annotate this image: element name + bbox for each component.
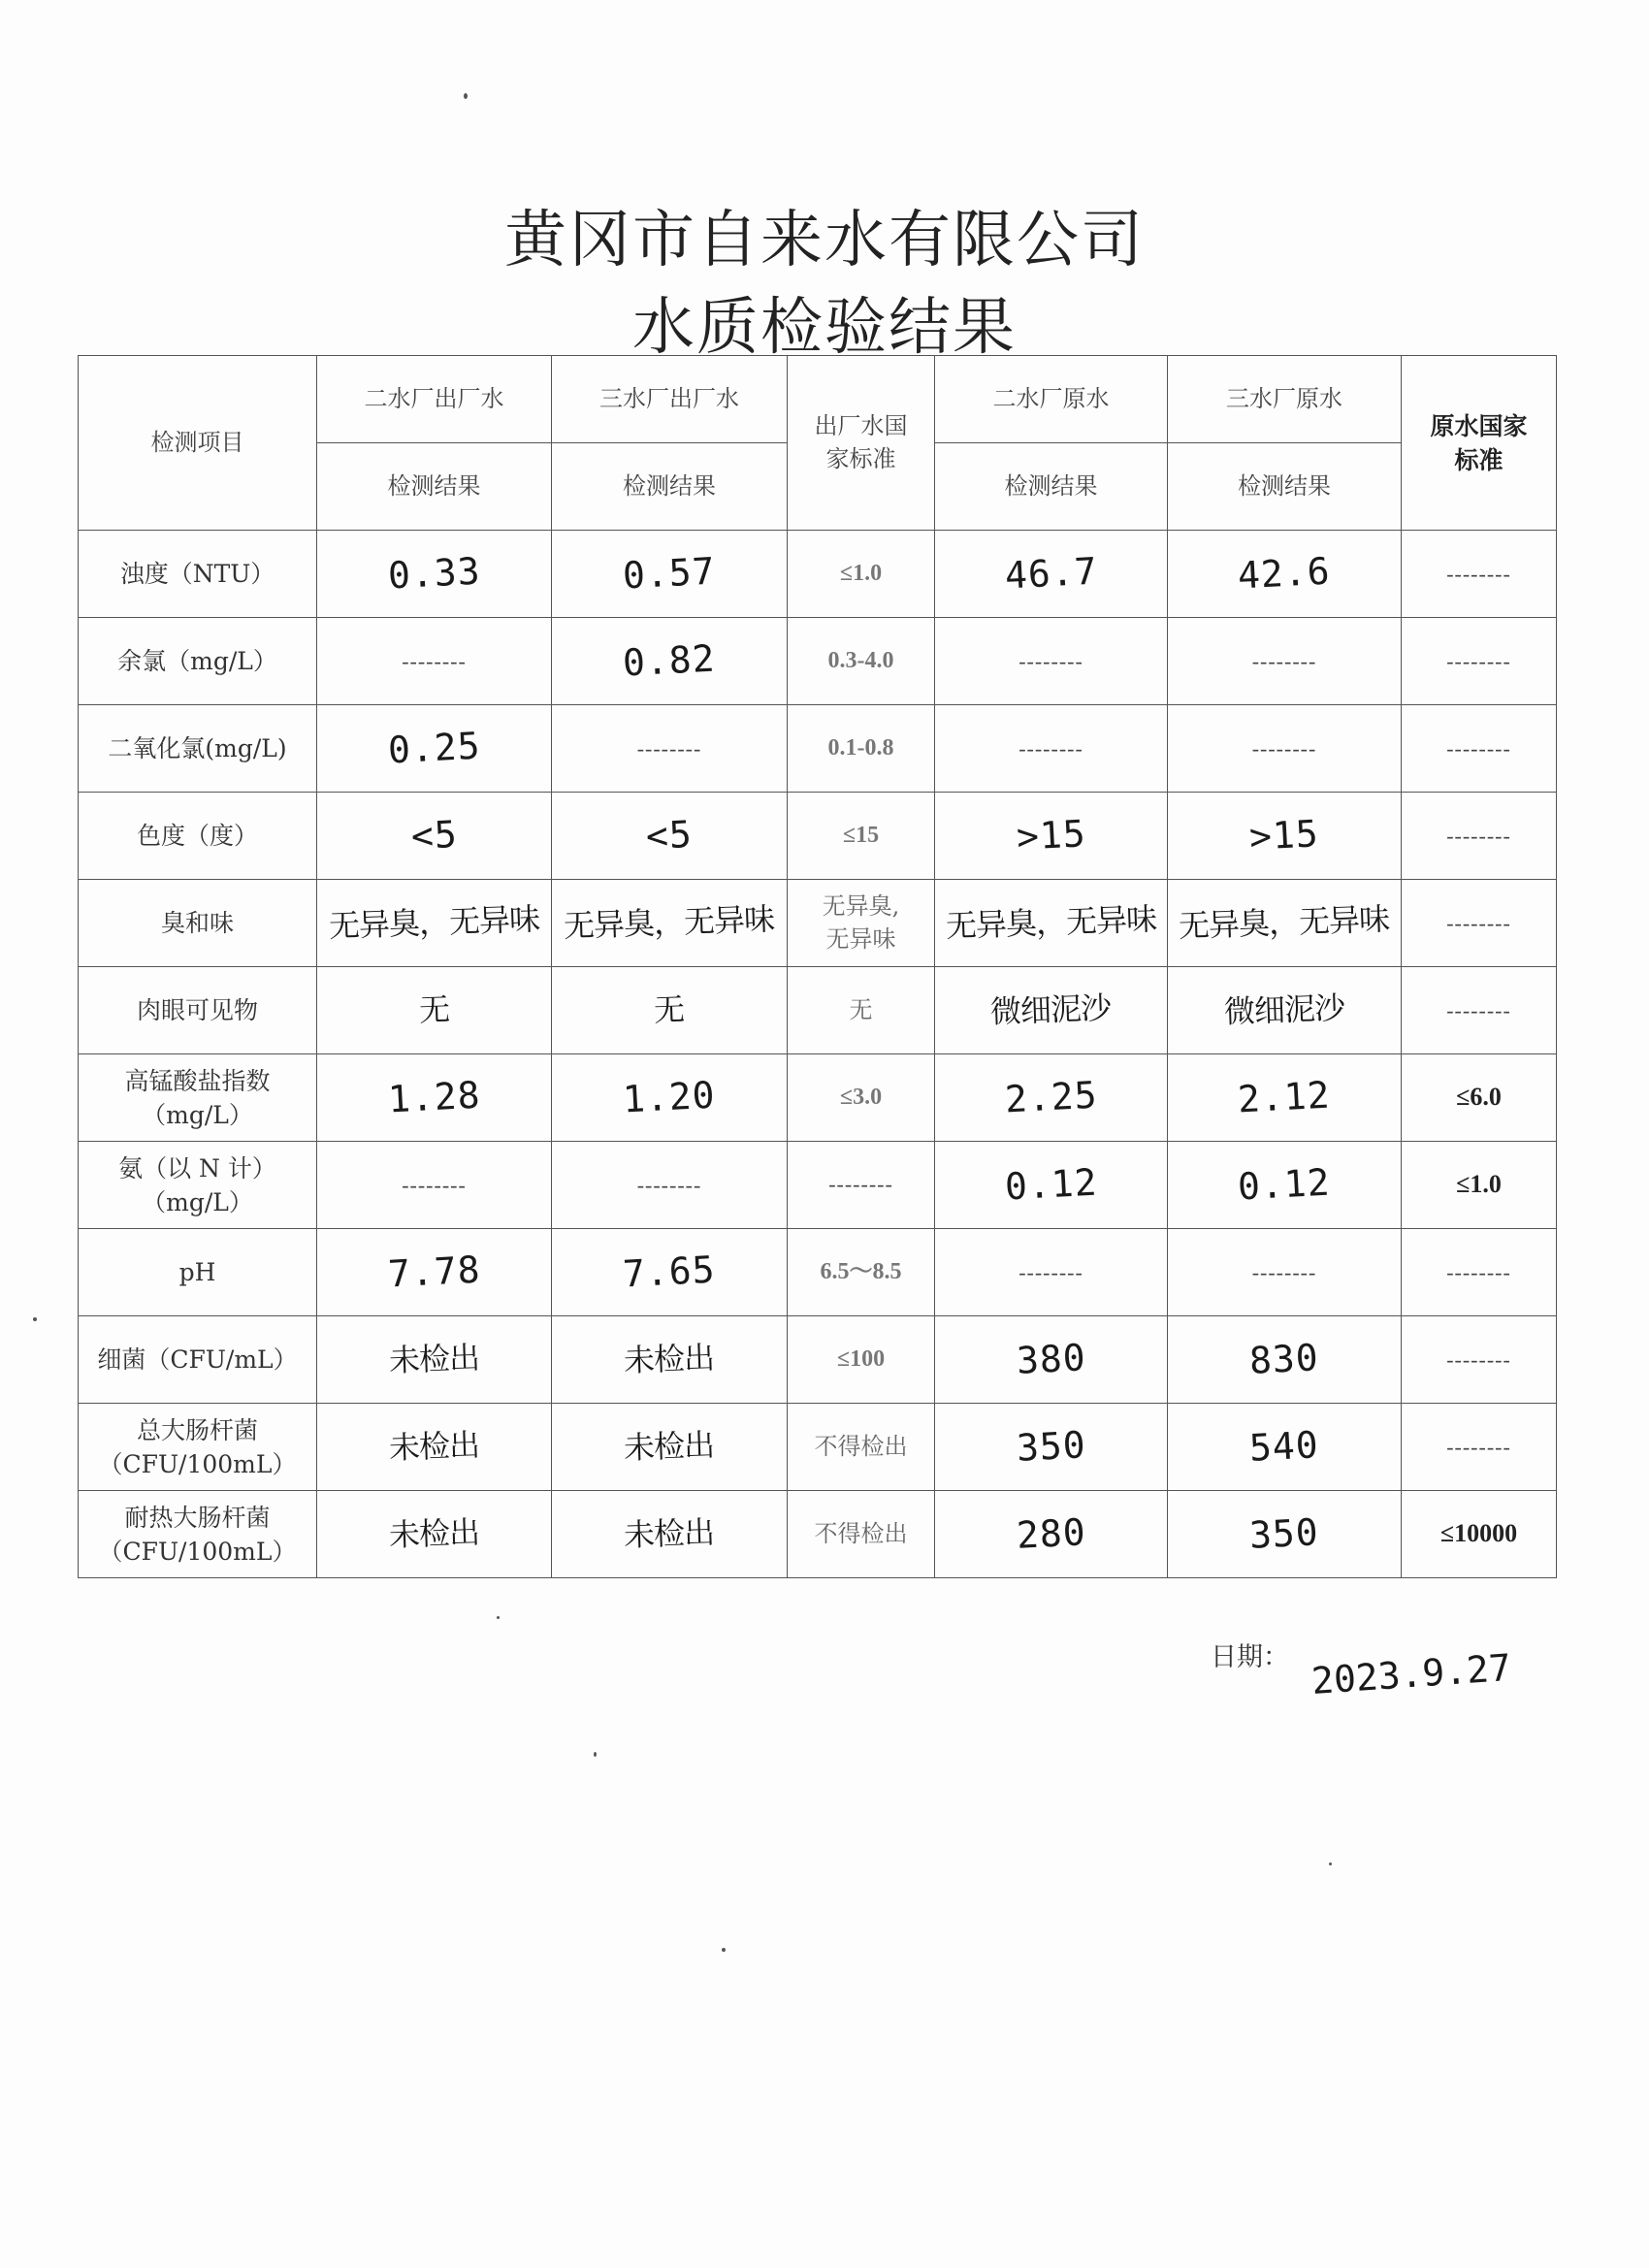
header-col6: 原水国家 标准: [1402, 356, 1557, 531]
plant2-raw-value: 350: [1015, 1423, 1087, 1470]
raw-standard-value: --------: [1446, 649, 1511, 673]
plant3-finished-value: <5: [644, 812, 694, 859]
table-body: [79, 531, 1557, 1578]
plant2-raw-value: --------: [1018, 736, 1083, 761]
raw-standard-cell: [1402, 618, 1557, 705]
plant3-raw-value-cell: [1168, 1229, 1402, 1316]
row-item-cell: [79, 1491, 317, 1578]
row-item-cell: [79, 1142, 317, 1229]
row-item-label: 浊度（NTU）: [119, 560, 275, 588]
row-item-label: 二氧化氯(mg/L): [108, 734, 287, 762]
raw-standard-value: --------: [1446, 736, 1511, 761]
plant3-raw-value: 830: [1248, 1336, 1320, 1382]
plant2-raw-value-cell: [935, 705, 1168, 793]
plant3-finished-value: 无: [653, 990, 686, 1029]
plant3-raw-value-cell: [1168, 531, 1402, 618]
plant2-raw-value-cell: [935, 618, 1168, 705]
plant2-finished-value-cell: [317, 1142, 552, 1229]
header-row-1: [79, 356, 1557, 443]
table-row: [79, 967, 1557, 1054]
row-item-label: （mg/L）: [142, 1100, 253, 1129]
row-item-label: 氨（以 N 计）: [118, 1153, 276, 1183]
plant3-raw-value-cell: [1168, 793, 1402, 880]
scan-speck: [464, 93, 468, 99]
finished-standard-value: 不得检出: [814, 1432, 908, 1460]
plant2-raw-value-cell: [935, 793, 1168, 880]
raw-standard-cell: [1402, 1142, 1557, 1229]
raw-standard-cell: [1402, 705, 1557, 793]
finished-standard-value: ≤100: [836, 1345, 886, 1372]
row-item-cell: [79, 880, 317, 967]
plant2-finished-value: 0.25: [386, 724, 482, 772]
scan-speck: [497, 1616, 500, 1619]
plant2-finished-value-cell: [317, 967, 552, 1054]
plant2-raw-value-cell: [935, 531, 1168, 618]
plant3-finished-value: --------: [636, 736, 702, 761]
header-item: 检测项目: [79, 356, 317, 531]
plant2-raw-value: 微细泥沙: [989, 988, 1113, 1031]
finished-standard-value: --------: [828, 1172, 893, 1197]
plant2-finished-value: 未检出: [388, 1339, 480, 1379]
finished-standard-value: 无异臭,: [822, 891, 900, 920]
header-col5: 三水厂原水: [1168, 356, 1402, 443]
report-title: 水质检验结果: [632, 292, 1017, 364]
table-row: [79, 1142, 1557, 1229]
plant3-raw-value: 微细泥沙: [1223, 988, 1345, 1031]
plant2-raw-value-cell: [935, 1142, 1168, 1229]
plant2-raw-value: 无异臭，无异味: [945, 900, 1157, 945]
plant3-finished-value: 未检出: [623, 1426, 716, 1467]
plant3-raw-value: 0.12: [1237, 1160, 1332, 1209]
scan-speck: [33, 1317, 37, 1321]
plant2-finished-value: 未检出: [388, 1513, 480, 1554]
finished-standard-value: 无: [849, 995, 873, 1023]
plant2-raw-value-cell: [935, 967, 1168, 1054]
plant3-raw-value-cell: [1168, 967, 1402, 1054]
raw-standard-value: --------: [1446, 1347, 1511, 1372]
raw-standard-value: --------: [1446, 1435, 1511, 1459]
plant2-finished-value: 无异臭，无异味: [328, 900, 540, 945]
row-item-label: pH: [178, 1258, 216, 1286]
raw-standard-cell: [1402, 967, 1557, 1054]
header-col3: 出厂水国 家标准: [788, 356, 935, 531]
finished-standard-cell: [788, 1404, 935, 1491]
plant3-raw-value: --------: [1251, 1260, 1317, 1284]
finished-standard-value: 6.5～8.5: [820, 1258, 902, 1284]
plant3-raw-value: >15: [1248, 812, 1320, 859]
header-col4: 二水厂原水: [935, 356, 1168, 443]
plant2-finished-value-cell: [317, 793, 552, 880]
row-item-label: 高锰酸盐指数: [124, 1066, 271, 1095]
finished-standard-cell: [788, 967, 935, 1054]
row-item-cell: [79, 618, 317, 705]
row-item-cell: [79, 1229, 317, 1316]
raw-standard-cell: [1402, 1404, 1557, 1491]
row-item-cell: [79, 793, 317, 880]
finished-standard-cell: [788, 880, 935, 967]
company-title: 黄冈市自来水有限公司: [504, 205, 1145, 276]
plant2-raw-value: 280: [1015, 1510, 1087, 1557]
plant2-finished-value-cell: [317, 1054, 552, 1142]
plant3-finished-value-cell: [552, 1229, 788, 1316]
finished-standard-value: 0.1-0.8: [827, 734, 894, 761]
plant3-finished-value-cell: [552, 967, 788, 1054]
raw-standard-value: --------: [1446, 998, 1511, 1022]
header-result-1: 检测结果: [317, 443, 552, 531]
plant3-raw-value: --------: [1251, 649, 1317, 673]
header-result-5: 检测结果: [1168, 443, 1402, 531]
scan-speck: [722, 1948, 726, 1952]
plant2-finished-value: 未检出: [388, 1426, 480, 1467]
plant3-raw-value-cell: [1168, 1404, 1402, 1491]
plant3-finished-value: 1.20: [622, 1073, 717, 1121]
table-row: [79, 618, 1557, 705]
plant3-finished-value-cell: [552, 880, 788, 967]
row-item-cell: [79, 1404, 317, 1491]
row-item-cell: [79, 967, 317, 1054]
plant2-finished-value: 0.33: [386, 549, 482, 598]
plant3-finished-value-cell: [552, 1142, 788, 1229]
row-item-label: 肉眼可见物: [136, 996, 258, 1024]
plant3-finished-value-cell: [552, 705, 788, 793]
plant2-raw-value: --------: [1018, 649, 1083, 673]
header-col1: 二水厂出厂水: [317, 356, 552, 443]
finished-standard-value: 0.3-4.0: [827, 647, 894, 673]
plant2-raw-value-cell: [935, 1404, 1168, 1491]
raw-standard-cell: [1402, 880, 1557, 967]
finished-standard-cell: [788, 618, 935, 705]
table-row: [79, 880, 1557, 967]
finished-standard-cell: [788, 1142, 935, 1229]
plant3-raw-value: 540: [1248, 1423, 1320, 1470]
scan-speck: [1329, 1863, 1332, 1865]
plant2-raw-value: >15: [1015, 812, 1087, 859]
plant2-raw-value: 2.25: [1003, 1073, 1099, 1121]
plant3-finished-value-cell: [552, 531, 788, 618]
finished-standard-cell: [788, 531, 935, 618]
raw-standard-value: --------: [1446, 1260, 1511, 1284]
table-row: [79, 1404, 1557, 1491]
plant3-raw-value-cell: [1168, 1316, 1402, 1404]
water-quality-table: [78, 355, 1557, 1578]
raw-standard-value: --------: [1446, 911, 1511, 935]
plant3-raw-value-cell: [1168, 880, 1402, 967]
finished-standard-value: ≤1.0: [839, 560, 883, 586]
header-result-2: 检测结果: [552, 443, 788, 531]
row-item-label: （CFU/100mL）: [98, 1449, 297, 1478]
raw-standard-cell: [1402, 531, 1557, 618]
raw-standard-value: --------: [1446, 824, 1511, 848]
finished-standard-cell: [788, 1491, 935, 1578]
header-result-4: 检测结果: [935, 443, 1168, 531]
finished-standard-value: ≤3.0: [839, 1084, 883, 1110]
row-item-label: 色度（度）: [136, 822, 258, 850]
row-item-label: （CFU/100mL）: [98, 1537, 297, 1566]
plant3-raw-value: --------: [1251, 736, 1317, 761]
table-row: [79, 1229, 1557, 1316]
plant3-finished-value: 未检出: [623, 1339, 716, 1379]
raw-standard-value: ≤10000: [1439, 1519, 1518, 1548]
plant2-finished-value-cell: [317, 1316, 552, 1404]
plant3-finished-value: 0.57: [622, 549, 717, 598]
table-row: [79, 1316, 1557, 1404]
plant3-raw-value: 2.12: [1237, 1073, 1332, 1121]
plant2-finished-value-cell: [317, 705, 552, 793]
plant3-raw-value: 42.6: [1237, 549, 1332, 598]
plant2-finished-value: 7.78: [386, 1247, 482, 1296]
finished-standard-value: 无异味: [825, 924, 896, 953]
plant2-raw-value: 46.7: [1003, 549, 1099, 598]
finished-standard-cell: [788, 705, 935, 793]
raw-standard-cell: [1402, 1316, 1557, 1404]
raw-standard-value: --------: [1446, 562, 1511, 586]
plant2-finished-value: --------: [402, 649, 467, 673]
plant2-finished-value: 无: [418, 990, 450, 1029]
finished-standard-value: 不得检出: [814, 1519, 908, 1547]
table-row: [79, 1491, 1557, 1578]
plant3-raw-value-cell: [1168, 1491, 1402, 1578]
plant3-finished-value-cell: [552, 1054, 788, 1142]
row-item-label: 总大肠杆菌: [136, 1415, 258, 1444]
row-item-cell: [79, 1316, 317, 1404]
plant2-raw-value-cell: [935, 1316, 1168, 1404]
plant3-raw-value-cell: [1168, 1142, 1402, 1229]
plant2-finished-value-cell: [317, 1491, 552, 1578]
plant3-raw-value-cell: [1168, 705, 1402, 793]
plant3-finished-value-cell: [552, 1491, 788, 1578]
plant3-finished-value: 7.65: [622, 1247, 717, 1296]
raw-standard-cell: [1402, 1054, 1557, 1142]
plant2-finished-value-cell: [317, 1404, 552, 1491]
finished-standard-cell: [788, 1316, 935, 1404]
table-row: [79, 705, 1557, 793]
plant2-raw-value: 380: [1015, 1336, 1087, 1382]
row-item-cell: [79, 531, 317, 618]
date-value: 2023.9.27: [1310, 1645, 1513, 1703]
row-item-label: 耐热大肠杆菌: [124, 1503, 271, 1532]
finished-standard-value: ≤15: [842, 822, 880, 848]
finished-standard-cell: [788, 793, 935, 880]
plant3-finished-value: 无异臭，无异味: [563, 900, 776, 945]
raw-standard-cell: [1402, 1491, 1557, 1578]
plant2-raw-value-cell: [935, 880, 1168, 967]
plant3-finished-value-cell: [552, 793, 788, 880]
plant3-finished-value-cell: [552, 1404, 788, 1491]
plant3-finished-value-cell: [552, 618, 788, 705]
row-item-label: 臭和味: [160, 909, 234, 937]
plant3-raw-value: 无异臭，无异味: [1178, 900, 1391, 945]
row-item-label: 细菌（CFU/mL）: [97, 1345, 298, 1374]
finished-standard-cell: [788, 1229, 935, 1316]
plant2-raw-value: --------: [1018, 1260, 1083, 1284]
row-item-label: 余氯（mg/L）: [117, 647, 277, 675]
table-row: [79, 793, 1557, 880]
plant3-raw-value: 350: [1248, 1510, 1320, 1557]
plant2-finished-value-cell: [317, 531, 552, 618]
row-item-cell: [79, 705, 317, 793]
plant2-finished-value: --------: [402, 1173, 467, 1197]
plant3-finished-value: 0.82: [622, 636, 717, 685]
plant2-raw-value-cell: [935, 1491, 1168, 1578]
row-item-label: （mg/L）: [142, 1187, 253, 1216]
plant3-finished-value: --------: [636, 1173, 702, 1197]
raw-standard-cell: [1402, 1229, 1557, 1316]
row-item-cell: [79, 1054, 317, 1142]
plant2-raw-value-cell: [935, 1229, 1168, 1316]
plant3-finished-value-cell: [552, 1316, 788, 1404]
plant2-raw-value-cell: [935, 1054, 1168, 1142]
header-col2: 三水厂出厂水: [552, 356, 788, 443]
raw-standard-cell: [1402, 793, 1557, 880]
plant3-finished-value: 未检出: [623, 1513, 716, 1554]
finished-standard-cell: [788, 1054, 935, 1142]
scan-speck: [594, 1752, 597, 1757]
raw-standard-value: ≤6.0: [1456, 1083, 1502, 1112]
date-label: 日期：: [1211, 1642, 1289, 1672]
raw-standard-value: ≤1.0: [1456, 1170, 1502, 1199]
plant2-finished-value: 1.28: [386, 1073, 482, 1121]
plant3-raw-value-cell: [1168, 618, 1402, 705]
plant2-finished-value: <5: [409, 812, 459, 859]
plant2-finished-value-cell: [317, 618, 552, 705]
plant2-raw-value: 0.12: [1003, 1160, 1099, 1209]
plant2-finished-value-cell: [317, 880, 552, 967]
table-row: [79, 1054, 1557, 1142]
plant3-raw-value-cell: [1168, 1054, 1402, 1142]
table-row: [79, 531, 1557, 618]
plant2-finished-value-cell: [317, 1229, 552, 1316]
